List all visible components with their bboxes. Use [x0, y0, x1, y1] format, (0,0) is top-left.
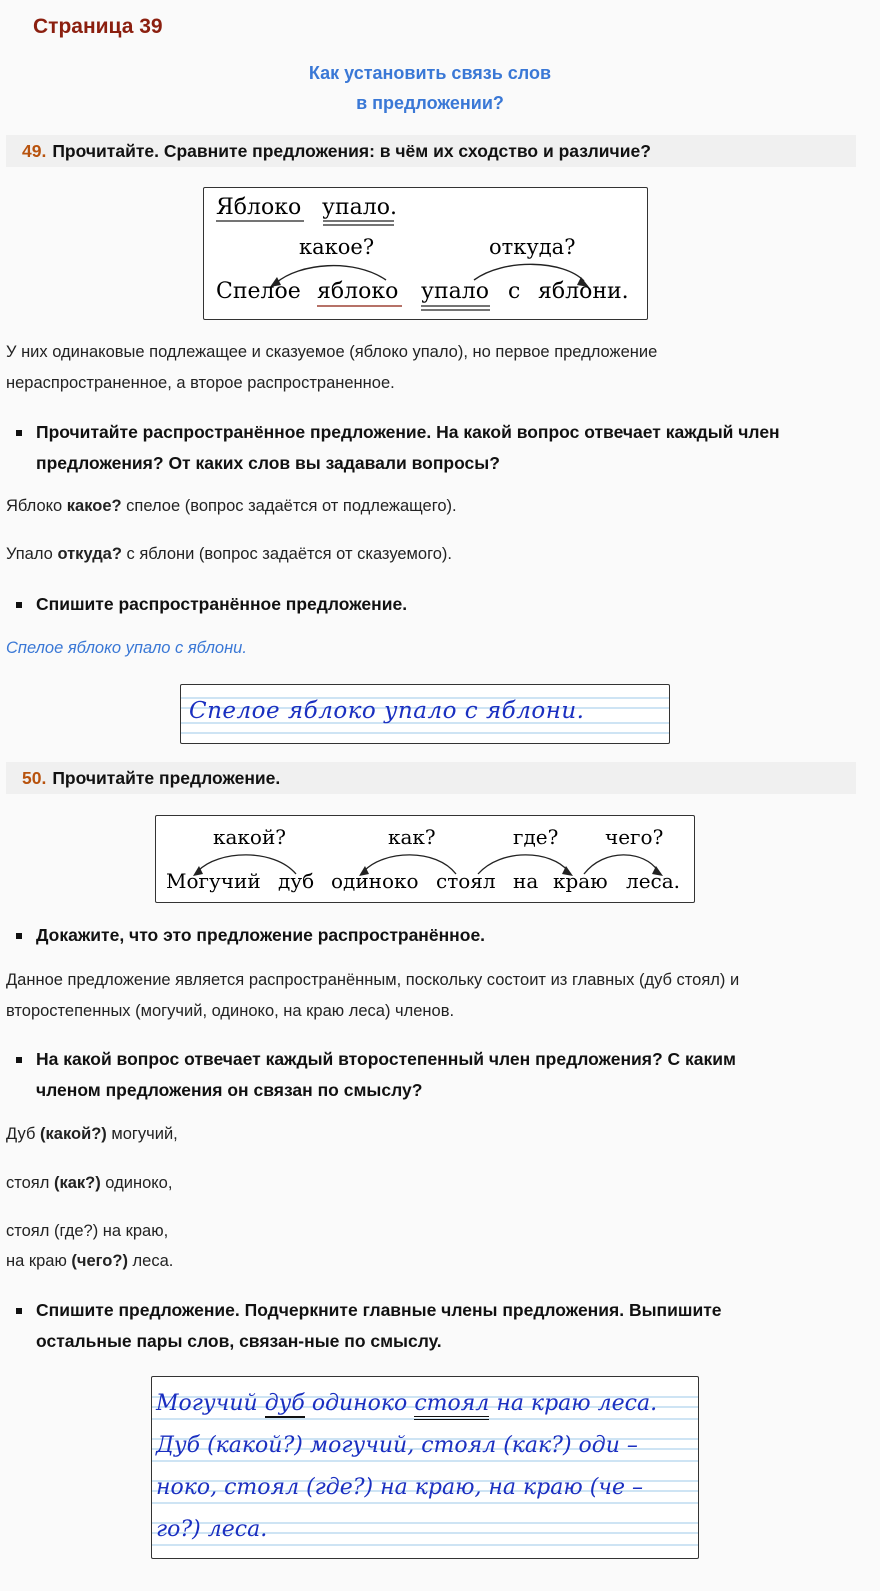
predicate-underline: стоял	[414, 1391, 489, 1420]
answer-line: Дуб (какой?) могучий,	[6, 1125, 178, 1143]
answer-italic: Спелое яблоко упало с яблони.	[6, 639, 247, 657]
task-number: 49.	[22, 141, 47, 161]
d49-question-otkuda: откуда?	[489, 235, 576, 259]
d49-word-s: с	[508, 279, 521, 304]
question-bullet: Спишите распространённое предложение.	[36, 589, 856, 620]
d50-question-chego: чего?	[605, 825, 664, 849]
handwritten-line-1: Могучий дуб одиноко стоял на краю леса.	[156, 1391, 657, 1416]
page-title: Страница 39	[33, 15, 163, 38]
answer-line: стоял (как?) одиноко,	[6, 1174, 173, 1192]
question-bullet: Докажите, что это предложение распространённое.	[36, 920, 856, 951]
handwritten-sentence: Спелое яблоко упало с яблони.	[189, 698, 585, 724]
sentence-diagram-50	[155, 815, 695, 903]
question-bullet: Прочитайте распространённое предложение. На какой вопрос отвечает каждый член предложения? От каких слов вы задавали вопросы?	[36, 417, 856, 479]
task-number: 50.	[22, 768, 47, 788]
d50-question-gde: где?	[513, 825, 559, 849]
d49-word-upalo2: упало	[421, 279, 489, 304]
handwritten-line-2: Дуб (какой?) могучий, стоял (как?) оди –	[156, 1433, 638, 1458]
answer-line: Яблоко какое? спелое (вопрос задаётся от подлежащего).	[6, 497, 457, 515]
d49-word-yabloko: Яблоко	[216, 195, 302, 220]
d49-word-upalo: упало.	[322, 195, 397, 220]
answer-paragraph: У них одинаковые подлежащее и сказуемое (яблоко упало), но первое предложение нераспространенное, а второе распространенное.	[6, 343, 658, 392]
answer-paragraph: Данное предложение является распространённым, поскольку состоит из главных (дуб стоял) и второстепенных (могучий, одиноко, на краю леса) членов.	[6, 971, 740, 1020]
d50-word: леса.	[626, 869, 681, 893]
d50-word: краю	[553, 869, 608, 893]
d50-word: одиноко	[331, 869, 419, 893]
d49-word-speloe: Спелое	[216, 279, 301, 304]
handwritten-line-3: ноко, стоял (где?) на краю, на краю (че –	[156, 1475, 644, 1500]
d50-question-kak: как?	[388, 825, 436, 849]
handwriting-box-49	[180, 684, 670, 744]
question-bullet: На какой вопрос отвечает каждый второстепенный член предложения? С каким членом предложения он связан по смыслу?	[36, 1044, 856, 1106]
d49-question-kakoe: какое?	[299, 235, 375, 259]
diagram-50-svg	[156, 816, 694, 902]
handwritten-line-4: го?) леса.	[156, 1517, 268, 1542]
d49-word-yabloko2: яблоко	[317, 279, 399, 304]
answer-line: стоял (где?) на краю,	[6, 1222, 169, 1240]
topic-line-1: Как установить связь слов	[308, 63, 552, 83]
task-text: Прочитайте предложение.	[52, 768, 281, 788]
d50-word: на	[513, 869, 539, 893]
d49-word-yabloni: яблони.	[538, 279, 629, 304]
topic-heading	[0, 58, 860, 118]
d50-word: дуб	[278, 869, 315, 893]
answer-line: Упало откуда? с яблони (вопрос задаётся от сказуемого).	[6, 545, 452, 563]
d50-word: стоял	[436, 869, 496, 893]
d50-question-kakoy: какой?	[213, 825, 287, 849]
task-49-header	[6, 135, 856, 167]
task-text: Прочитайте. Сравните предложения: в чём их сходство и различие?	[52, 141, 651, 161]
handwriting-box-50	[151, 1376, 699, 1559]
question-bullet: Спишите предложение. Подчеркните главные члены предложения. Выпишите остальные пары слов, связан-ные по смыслу.	[36, 1295, 856, 1357]
diagram-49-svg	[204, 188, 647, 319]
topic-line-2: в предложении?	[356, 93, 504, 113]
task-50-header	[6, 762, 856, 794]
sentence-diagram-49	[203, 187, 648, 320]
d50-word: Могучий	[166, 869, 261, 893]
answer-line: на краю (чего?) леса.	[6, 1252, 174, 1270]
subject-underline: дуб	[264, 1391, 305, 1416]
